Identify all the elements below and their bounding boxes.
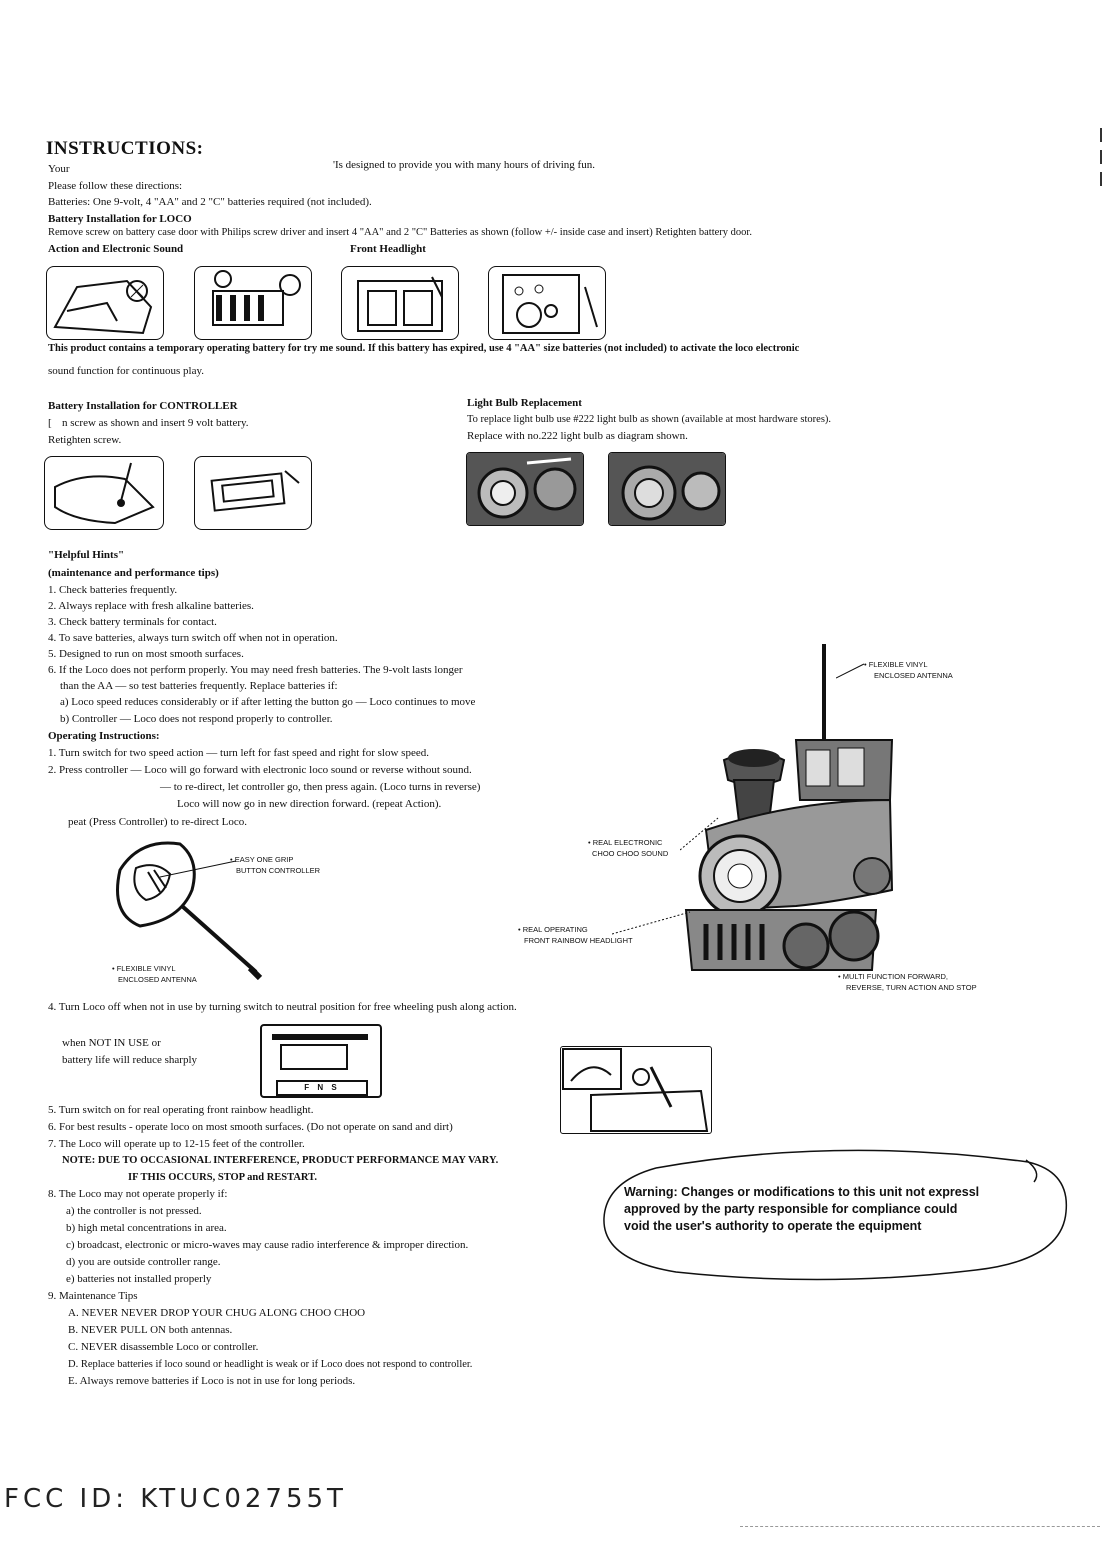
operating-1: 1. Turn switch for two speed action — turn left for fast speed and right for slow speed. xyxy=(48,747,429,759)
hints-subtitle: (maintenance and performance tips) xyxy=(48,567,219,579)
hint-6a: a) Loco speed reduces considerably or if after letting the button go — Loco continues to move xyxy=(60,696,476,708)
controller-9v-illustration xyxy=(194,456,312,530)
intro-batteries: Batteries: One 9-volt, 4 "AA" and 2 "C" batteries required (not included). xyxy=(48,196,372,208)
loco-switch-illustration xyxy=(560,1046,712,1134)
bulb-illustration-right xyxy=(608,452,726,526)
controller-screw-illustration xyxy=(44,456,164,530)
loco-install-text: Remove screw on battery case door with Philips screw driver and insert 4 "AA" and 2 "C" Batteries as shown (follow +/- inside case and insert) Retighten battery door. xyxy=(48,227,752,238)
callout-ctrl-antenna-line1: • FLEXIBLE VINYL xyxy=(112,964,176,973)
loco-headlight-illustration xyxy=(488,266,606,340)
operating-title: Operating Instructions: xyxy=(48,730,160,742)
hint-5: 5. Designed to run on most smooth surfaces. xyxy=(48,648,244,660)
intro-your: Your xyxy=(48,163,70,175)
item8-e: e) batteries not installed properly xyxy=(66,1273,212,1285)
hint-2: 2. Always replace with fresh alkaline batteries. xyxy=(48,600,254,612)
callout-ctrl-antenna-line2: ENCLOSED ANTENNA xyxy=(118,975,197,984)
item9-d: D. Replace batteries if loco sound or headlight is weak or if Loco does not respond to controller. xyxy=(68,1359,473,1370)
not-in-use-line2: battery life will reduce sharply xyxy=(62,1054,198,1066)
callout-sound-line1: • REAL ELECTRONIC xyxy=(588,838,663,847)
operating-7: 7. The Loco will operate up to 12-15 feet of the controller. xyxy=(48,1138,305,1150)
callout-headlight-line1: • REAL OPERATING xyxy=(518,925,588,934)
operating-2-new-direction: Loco will now go in new direction forward. (repeat Action). xyxy=(177,798,442,810)
callout-sound-line2: CHOO CHOO SOUND xyxy=(592,849,669,858)
note-line2: IF THIS OCCURS, STOP and RESTART. xyxy=(128,1172,317,1183)
item9-a: A. NEVER NEVER DROP YOUR CHUG ALONG CHOO CHOO xyxy=(68,1307,366,1319)
callout-grip-line2: BUTTON CONTROLLER xyxy=(236,866,321,875)
item9-b: B. NEVER PULL ON both antennas. xyxy=(68,1324,233,1336)
note-line1: NOTE: DUE TO OCCASIONAL INTERFERENCE, PRODUCT PERFORMANCE MAY VARY. xyxy=(62,1155,499,1166)
callout-headlight-line2: FRONT RAINBOW HEADLIGHT xyxy=(524,936,633,945)
operating-2: 2. Press controller — Loco will go forward with electronic loco sound or reverse without sound. xyxy=(48,764,472,776)
operating-6: 6. For best results - operate loco on most smooth surfaces. (Do not operate on sand and dirt) xyxy=(48,1121,453,1133)
item9-c: C. NEVER disassemble Loco or controller. xyxy=(68,1341,259,1353)
train-illustration xyxy=(676,640,906,988)
operating-2-redirect: — to re-direct, let controller go, then press again. (Loco turns in reverse) xyxy=(160,781,481,793)
hint-6-cont: than the AA — so test batteries frequently. Replace batteries if: xyxy=(60,680,338,692)
loco-label-headlight: Front Headlight xyxy=(350,243,426,255)
hint-1: 1. Check batteries frequently. xyxy=(48,584,178,596)
temp-battery-line1: This product contains a temporary operating battery for try me sound. If this battery has expired, use 4 "AA" size batteries (not included) to activate the loco electronic xyxy=(48,343,800,354)
bulb-title: Light Bulb Replacement xyxy=(467,397,582,409)
bulb-illustration-left xyxy=(466,452,584,526)
warning-line2: approved by the party responsible for compliance could xyxy=(624,1202,958,1216)
callout-loco-antenna-line1: • FLEXIBLE VINYL xyxy=(864,660,928,669)
warning-line3: void the user's authority to operate the equipment xyxy=(624,1219,922,1233)
hint-3: 3. Check battery terminals for contact. xyxy=(48,616,217,628)
temp-battery-line2: sound function for continuous play. xyxy=(48,365,205,377)
hint-6b: b) Controller — Loco does not respond properly to controller. xyxy=(60,713,333,725)
bulb-line1: To replace light bulb use #222 light bulb as shown (available at most hardware stores). xyxy=(467,414,832,425)
controller-install-line1: n screw as shown and insert 9 volt battery. xyxy=(62,417,249,429)
item9-e: E. Always remove batteries if Loco is not in use for long periods. xyxy=(68,1375,356,1387)
loco-aa-batteries-illustration xyxy=(194,266,312,340)
not-in-use-line1: when NOT IN USE or xyxy=(62,1037,161,1049)
intro-follow: Please follow these directions: xyxy=(48,180,183,192)
page-title: INSTRUCTIONS: xyxy=(46,138,204,159)
callout-multi-line2: REVERSE, TURN ACTION AND STOP xyxy=(846,983,977,992)
switch-illustration xyxy=(260,1024,382,1098)
callout-multi-line1: • MULTI FUNCTION FORWARD, xyxy=(838,972,948,981)
warning-line1: Warning: Changes or modifications to this unit not expressl xyxy=(624,1185,980,1199)
controller-illustration xyxy=(100,830,270,980)
loco-battery-door-illustration xyxy=(46,266,164,340)
loco-c-batteries-illustration xyxy=(341,266,459,340)
hint-4: 4. To save batteries, always turn switch off when not in operation. xyxy=(48,632,338,644)
fcc-id: FCC ID: KTUC02755T xyxy=(4,1484,347,1514)
hint-6: 6. If the Loco does not perform properly. You may need fresh batteries. The 9-volt lasts longer xyxy=(48,664,463,676)
intro-designed: 'Is designed to provide you with many hours of driving fun. xyxy=(333,159,595,171)
operating-4: 4. Turn Loco off when not in use by turning switch to neutral position for free wheeling push along action. xyxy=(48,1001,517,1013)
hints-title: "Helpful Hints" xyxy=(48,549,125,561)
controller-install-title: Battery Installation for CONTROLLER xyxy=(48,400,238,412)
item8-b: b) high metal concentrations in area. xyxy=(66,1222,227,1234)
item8-a: a) the controller is not pressed. xyxy=(66,1205,202,1217)
operating-5: 5. Turn switch on for real operating front rainbow headlight. xyxy=(48,1104,314,1116)
item8-c: c) broadcast, electronic or micro-waves may cause radio interference & improper direction. xyxy=(66,1239,469,1251)
operating-3: peat (Press Controller) to re-direct Loco. xyxy=(68,816,247,828)
controller-install-line2: Retighten screw. xyxy=(48,434,122,446)
bulb-line2: Replace with no.222 light bulb as diagram shown. xyxy=(467,430,688,442)
item8-d: d) you are outside controller range. xyxy=(66,1256,221,1268)
loco-install-title: Battery Installation for LOCO xyxy=(48,213,192,225)
switch-labels: F N S xyxy=(276,1080,368,1096)
item9-title: 9. Maintenance Tips xyxy=(48,1290,138,1302)
item8-title: 8. The Loco may not operate properly if: xyxy=(48,1188,228,1200)
loco-label-sound: Action and Electronic Sound xyxy=(48,243,184,255)
callout-loco-antenna-line2: ENCLOSED ANTENNA xyxy=(874,671,953,680)
callout-grip-line1: • EASY ONE GRIP xyxy=(230,855,294,864)
